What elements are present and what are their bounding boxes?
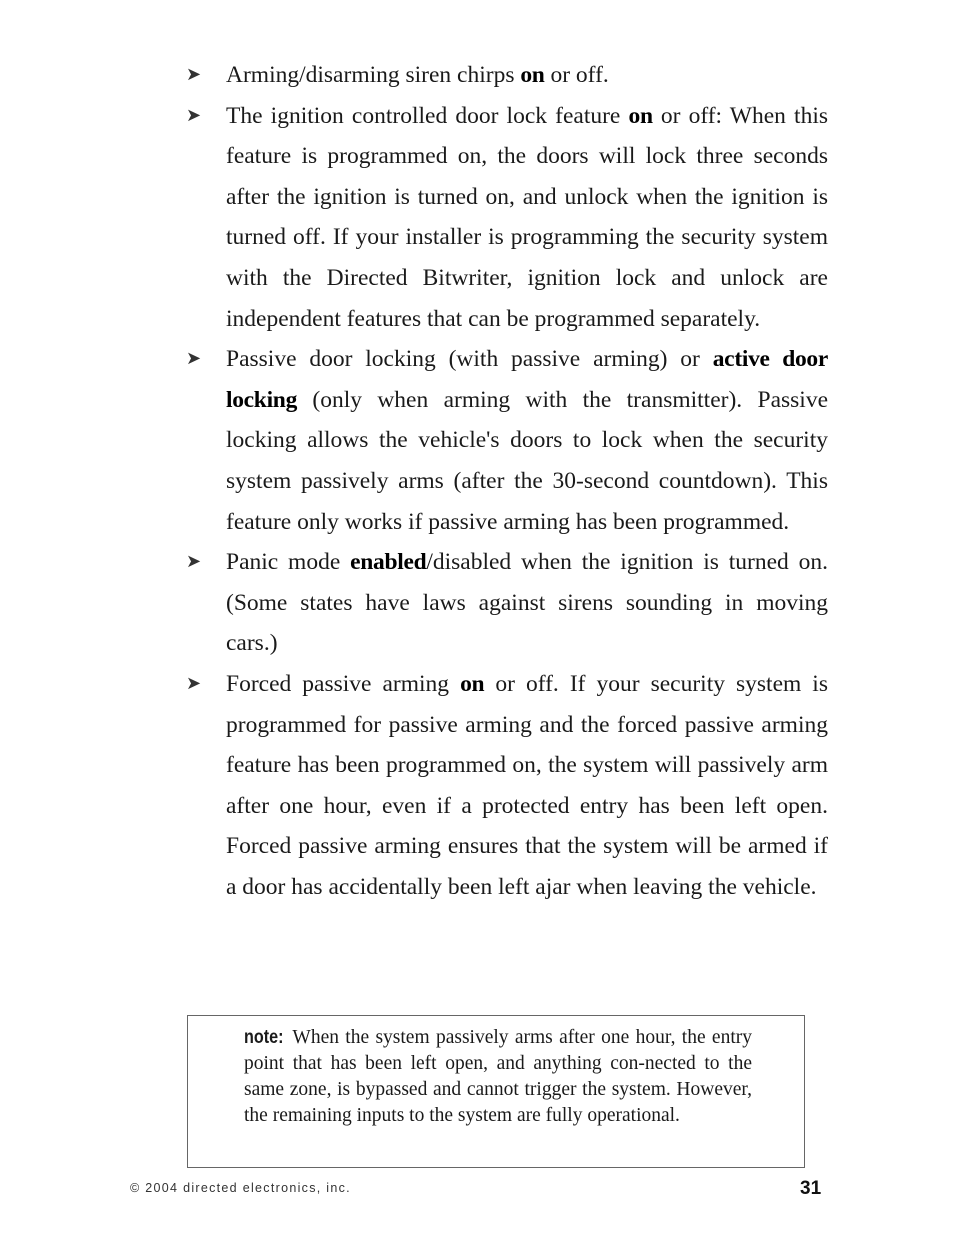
highlighted-setting: on: [520, 62, 545, 88]
text-run: /disabled when the ignition is turned on. (Some states have laws against sirens sounding in moving cars.): [226, 549, 829, 657]
note-text: [244, 1025, 752, 1129]
text-run: or off: When this feature is programmed on, the doors will lock three seconds after the ignition is turned on, and unlock when the ignition is turned off. If your installer is programming the security system with the Directed Bitwriter, ignition lock and unlock are independent features that can be programmed separately.: [226, 102, 828, 332]
text-run: Passive door locking (with passive arming) or: [226, 346, 713, 373]
list-item: [186, 339, 828, 542]
text-run: Arming/disarming siren chirps: [226, 62, 521, 88]
list-item-text: [226, 55, 828, 96]
note-label: note:: [244, 1027, 284, 1048]
bullet-arrow-icon: ➤: [186, 348, 202, 370]
list-item-text: [226, 542, 828, 664]
highlighted-setting: on: [628, 102, 653, 129]
text-run: Panic mode: [226, 549, 351, 576]
note-body: When the system passively arms after one hour, the entry point that has been left open, and anything con-nected to the same zone, is bypassed and cannot trigger the system. However, the remaining inputs to the system are fully operational.: [244, 1027, 752, 1126]
text-run: or off. If your security system is programmed for passive arming and the forced passive arming feature has been programmed on, the system will passively arm after one hour, even if a protected entry has been left open. Forced passive arming ensures that the system will be armed if a door has accidentally been left ajar when leaving the vehicle.: [226, 670, 828, 900]
highlighted-setting: enabled: [350, 549, 427, 576]
list-item: [186, 96, 828, 340]
text-run: (only when arming with the transmitter). Passive locking allows the vehicle's doors to lock when the security system passively arms (after the 30-second countdown). This feature only works if passive arming has been programmed.: [226, 386, 828, 535]
text-run: The ignition controlled door lock feature: [226, 102, 629, 129]
text-run: Forced passive arming: [226, 670, 461, 697]
list-item-text: [226, 664, 828, 908]
list-item-text: [226, 96, 828, 340]
list-item: [186, 664, 828, 908]
page-number: 31: [800, 1178, 822, 1199]
list-item-text: [226, 339, 828, 542]
text-run: or off.: [544, 62, 609, 88]
highlighted-setting: on: [460, 670, 485, 697]
highlighted-setting: active door locking: [226, 346, 828, 413]
bullet-arrow-icon: ➤: [186, 104, 202, 126]
copyright-footer: © 2004 directed electronics, inc.: [130, 1181, 351, 1195]
bullet-arrow-icon: ➤: [186, 551, 202, 573]
feature-list: [186, 55, 828, 907]
bullet-arrow-icon: ➤: [186, 64, 202, 85]
list-item: [186, 542, 828, 664]
list-item: [186, 55, 828, 96]
note-box: [187, 1015, 805, 1168]
bullet-arrow-icon: ➤: [186, 672, 202, 694]
